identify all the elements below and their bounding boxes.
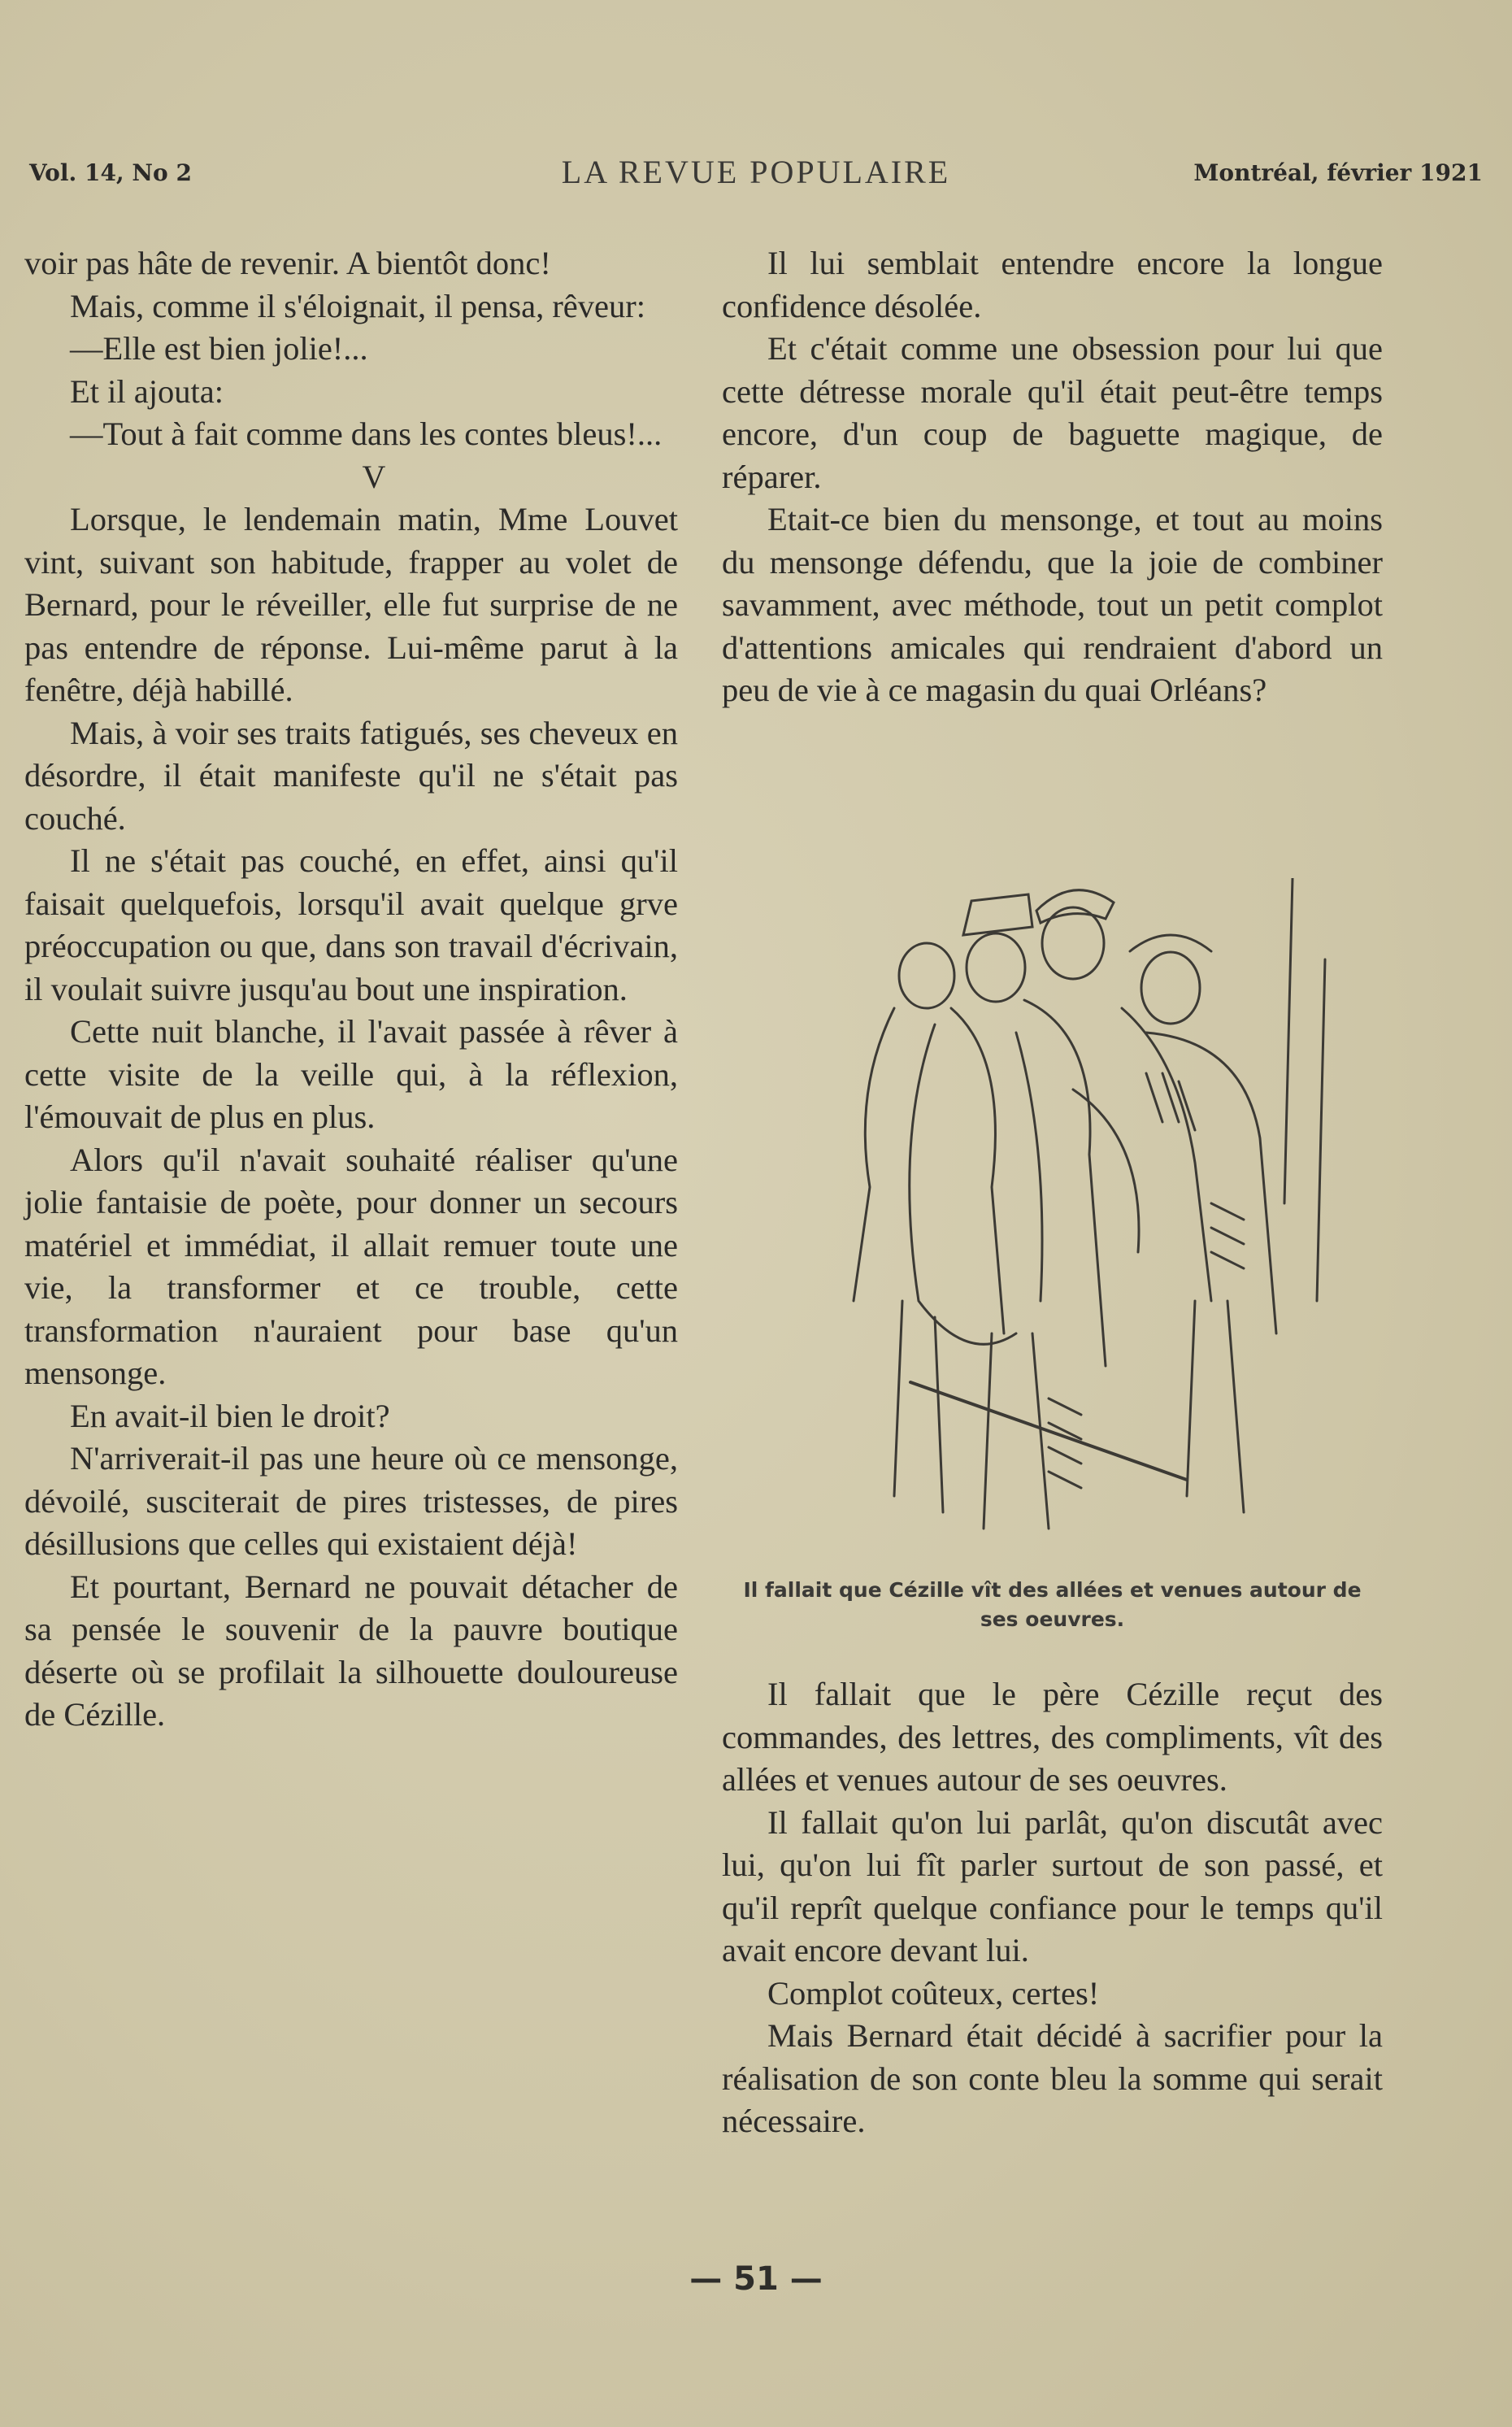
paragraph: Et il ajouta: [70, 372, 224, 410]
page-number: — 51 — [689, 2260, 823, 2298]
illustration-caption: Il fallait que Cézille vît des allées et venues autour de ses oeuvres. [743, 1578, 1362, 1631]
paragraph: Et pourtant, Bernard ne pouvait détacher de sa pensée le souvenir de la pauvre boutique déserte où se profilait la silhouette douloureuse de Cézille. [24, 1568, 678, 1733]
paragraph: —Elle est bien jolie!... [70, 330, 368, 367]
figure-body [854, 1008, 894, 1301]
paragraph: Il lui semblait entendre encore la longue confidence désolée. [722, 245, 1383, 324]
paragraph: N'arriverait-il pas une heure où ce mensonge, dévoilé, susciterait de pires tristesses, de pires désillusions que celles qui existaient déjà! [24, 1440, 678, 1562]
hat [1130, 935, 1211, 951]
coat-hatching [1211, 1203, 1244, 1268]
umbrella-stick [1317, 959, 1325, 1301]
section-number: V [362, 458, 386, 495]
coat-line [1073, 1090, 1139, 1252]
volume-number: Vol. 14, No 2 [29, 159, 192, 186]
coat-line [1016, 1033, 1042, 1301]
issue-date: Montréal, février 1921 [1193, 159, 1483, 186]
figure-body [1024, 1000, 1106, 1366]
crowd-of-people-illustration [805, 878, 1341, 1561]
paragraph: Mais, à voir ses traits fatigués, ses cheveux en désordre, il était manifeste qu'il ne s'était pas couché. [24, 714, 678, 837]
paragraph: Complot coûteux, certes! [767, 1974, 1100, 2012]
paragraph: Il fallait que le père Cézille reçut des commandes, des lettres, des compliments, vît des allées et venues autour de ses oeuvres. [722, 1676, 1383, 1798]
figure-head [1141, 952, 1200, 1024]
figure-body [1122, 1008, 1211, 1301]
right-column-bottom [722, 1673, 1383, 2143]
top-hat [963, 894, 1032, 935]
legs [984, 1333, 1049, 1529]
figure-body [1146, 1033, 1276, 1333]
legs [1187, 1301, 1244, 1512]
paragraph: Alors qu'il n'avait souhaité réaliser qu'une jolie fantaisie de poète, pour donner un secours matériel et immédiat, il allait remuer toute une vie, la transformer et ce trouble, cette transformation n'auraient pour base qu'un mensonge. [24, 1141, 678, 1391]
paragraph: Et c'était comme une obsession pour lui que cette détresse morale qu'il était peut-être temps encore, d'un coup de baguette magique, de réparer. [722, 330, 1383, 495]
paragraph: Etait-ce bien du mensonge, et tout au moins du mensonge défendu, que la joie de combiner savamment, avec méthode, tout un petit complot d'attentions amicales qui rendraient d'abord un peu de vie à ce magasin du quai Orléans? [722, 501, 1383, 708]
cane [910, 1382, 1187, 1480]
paragraph: Cette nuit blanche, il l'avait passée à rêver à cette visite de la veille qui, à la réflexion, l'émouvait de plus en plus. [24, 1013, 678, 1135]
running-head [29, 153, 1483, 194]
paragraph: Lorsque, le lendemain matin, Mme Louvet vint, suivant son habitude, frapper au volet de Bernard, pour le réveiller, elle fut surprise de ne pas entendre de réponse. Lui-même parut à la fenêtre, déjà habillé. [24, 501, 678, 708]
figure-head [899, 943, 954, 1008]
paragraph: Mais, comme il s'éloignait, il pensa, rêveur: [70, 287, 645, 324]
umbrella-stick [1284, 878, 1293, 1203]
magazine-title: LA REVUE POPULAIRE [561, 154, 951, 190]
figure-body [951, 1008, 1004, 1333]
paragraph: Il fallait qu'on lui parlât, qu'on discutât avec lui, qu'on lui fît parler surtout de son passé, et qu'il reprît quelque confiance pour le temps qu'il avait encore devant lui. [722, 1803, 1383, 1968]
figure-head [967, 933, 1025, 1002]
left-column [24, 242, 678, 1737]
right-column-top [722, 242, 1383, 712]
paragraph: En avait-il bien le droit? [70, 1397, 390, 1434]
paragraph: Mais Bernard était décidé à sacrifier pour la réalisation de son conte bleu la somme qui serait nécessaire. [722, 2017, 1383, 2139]
paragraph: voir pas hâte de revenir. A bientôt donc! [24, 245, 551, 281]
trouser-hatching [1049, 1398, 1081, 1488]
legs [894, 1301, 943, 1512]
paragraph: —Tout à fait comme dans les contes bleus!... [70, 415, 663, 452]
paragraph: Il ne s'était pas couché, en effet, ainsi qu'il faisait quelquefois, lorsqu'il avait quelque grve préoccupation ou que, dans son travail d'écrivain, il voulait suivre jusqu'au bout une inspiration. [24, 842, 678, 1007]
